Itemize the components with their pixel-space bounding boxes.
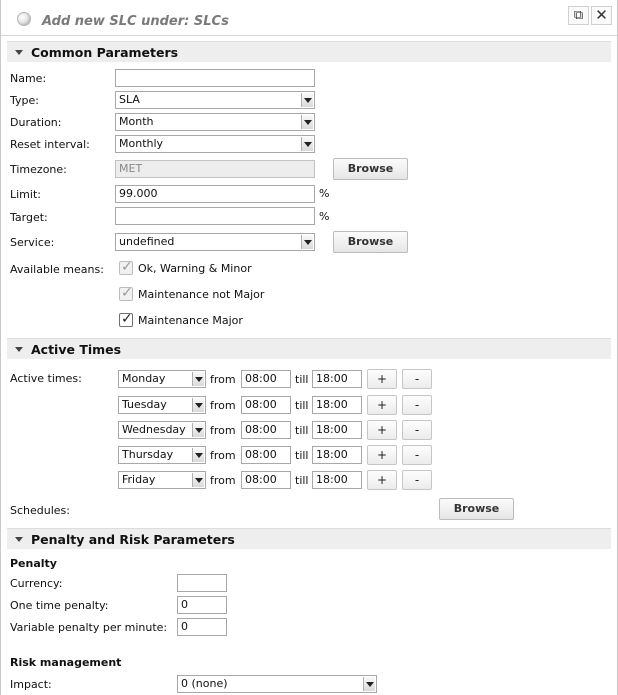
active-day-select[interactable]: [118, 421, 206, 439]
popout-icon[interactable]: ⧉: [568, 6, 589, 25]
collapse-arrow-icon: [15, 537, 23, 542]
limit-percent: %: [319, 187, 330, 200]
type-label: Type:: [10, 94, 39, 107]
from-label: from: [210, 449, 236, 462]
available-means-label: Available means:: [10, 263, 104, 276]
section-title: Penalty and Risk Parameters: [31, 532, 235, 547]
chevron-down-icon: [192, 372, 204, 386]
section-active-times[interactable]: [7, 338, 611, 359]
reset-interval-select-value: Monthly: [119, 137, 164, 150]
from-label: from: [210, 474, 236, 487]
section-title: Common Parameters: [31, 45, 179, 60]
close-icon[interactable]: ✕: [591, 6, 612, 25]
means-checkbox-ok-warning-minor: [119, 261, 133, 275]
from-label: from: [210, 373, 236, 386]
means-label-ok-warning-minor: Ok, Warning & Minor: [138, 262, 252, 275]
means-label-maintenance-not-major: Maintenance not Major: [138, 288, 265, 301]
timezone-input: MET: [115, 160, 315, 178]
impact-label: Impact:: [10, 678, 52, 691]
active-times-label: Active times:: [10, 372, 82, 385]
penalty-heading: Penalty: [10, 557, 57, 570]
section-penalty-risk[interactable]: [7, 528, 611, 549]
target-label: Target:: [10, 211, 48, 224]
till-label: till: [295, 399, 309, 412]
means-checkbox-maintenance-major[interactable]: [119, 313, 133, 327]
variable-penalty-input[interactable]: 0: [177, 618, 227, 636]
active-day-select[interactable]: [118, 471, 206, 489]
schedules-browse-button[interactable]: Browse: [439, 498, 514, 520]
active-from-input[interactable]: 08:00: [241, 370, 291, 388]
risk-management-heading: Risk management: [10, 656, 122, 669]
currency-label: Currency:: [10, 577, 63, 590]
check-icon: ✓: [121, 285, 133, 301]
type-select-value: SLA: [119, 93, 140, 106]
window-title: Add new SLC under: SLCs: [42, 14, 229, 29]
remove-row-button[interactable]: -: [402, 369, 432, 389]
one-time-penalty-label: One time penalty:: [10, 599, 109, 612]
active-day-value: Wednesday: [122, 423, 186, 436]
name-input[interactable]: [115, 69, 315, 87]
variable-penalty-label: Variable penalty per minute:: [10, 621, 168, 634]
add-row-button[interactable]: +: [367, 395, 397, 415]
active-till-input[interactable]: 18:00: [312, 396, 362, 414]
target-input[interactable]: [115, 207, 315, 225]
service-select[interactable]: [115, 233, 315, 251]
schedules-label: Schedules:: [10, 504, 70, 517]
impact-select-value: 0 (none): [181, 677, 228, 690]
active-day-select[interactable]: [118, 446, 206, 464]
target-percent: %: [319, 210, 330, 223]
duration-select[interactable]: [115, 113, 315, 131]
add-row-button[interactable]: +: [367, 470, 397, 490]
active-from-input[interactable]: 08:00: [241, 396, 291, 414]
window-status-icon: [17, 12, 31, 26]
active-day-value: Friday: [122, 473, 156, 486]
currency-input[interactable]: [177, 574, 227, 592]
section-common-parameters[interactable]: [7, 41, 611, 62]
check-icon: ✓: [121, 259, 133, 275]
from-label: from: [210, 399, 236, 412]
from-label: from: [210, 424, 236, 437]
active-from-input[interactable]: 08:00: [241, 446, 291, 464]
service-select-value: undefined: [119, 235, 175, 248]
service-label: Service:: [10, 236, 55, 249]
till-label: till: [295, 449, 309, 462]
active-day-value: Tuesday: [122, 398, 167, 411]
active-day-select[interactable]: [118, 370, 206, 388]
duration-select-value: Month: [119, 115, 154, 128]
name-label: Name:: [10, 72, 47, 85]
active-day-value: Thursday: [122, 448, 174, 461]
till-label: till: [295, 474, 309, 487]
type-select[interactable]: [115, 91, 315, 109]
chevron-down-icon: [192, 448, 204, 462]
active-till-input[interactable]: 18:00: [312, 370, 362, 388]
section-title: Active Times: [31, 342, 122, 357]
one-time-penalty-input[interactable]: 0: [177, 596, 227, 614]
chevron-down-icon: [363, 677, 375, 691]
active-day-value: Monday: [122, 372, 166, 385]
chevron-down-icon: [301, 137, 313, 151]
active-day-select[interactable]: [118, 396, 206, 414]
active-till-input[interactable]: 18:00: [312, 421, 362, 439]
collapse-arrow-icon: [15, 347, 23, 352]
reset-interval-label: Reset interval:: [10, 138, 90, 151]
remove-row-button[interactable]: -: [402, 445, 432, 465]
till-label: till: [295, 373, 309, 386]
reset-interval-select[interactable]: [115, 135, 315, 153]
active-from-input[interactable]: 08:00: [241, 471, 291, 489]
active-till-input[interactable]: 18:00: [312, 471, 362, 489]
chevron-down-icon: [301, 115, 313, 129]
chevron-down-icon: [192, 398, 204, 412]
check-icon: ✓: [121, 311, 133, 327]
means-checkbox-maintenance-not-major: [119, 287, 133, 301]
add-row-button[interactable]: +: [367, 420, 397, 440]
limit-input[interactable]: 99.000: [115, 185, 315, 203]
chevron-down-icon: [192, 473, 204, 487]
add-row-button[interactable]: +: [367, 369, 397, 389]
collapse-arrow-icon: [15, 50, 23, 55]
timezone-label: Timezone:: [10, 163, 67, 176]
remove-row-button[interactable]: -: [402, 420, 432, 440]
service-browse-button[interactable]: Browse: [333, 231, 408, 253]
timezone-browse-button[interactable]: Browse: [333, 158, 408, 180]
means-label-maintenance-major: Maintenance Major: [138, 314, 243, 327]
chevron-down-icon: [301, 235, 313, 249]
active-from-input[interactable]: 08:00: [241, 421, 291, 439]
remove-row-button[interactable]: -: [402, 395, 432, 415]
impact-select[interactable]: [177, 675, 377, 693]
remove-row-button[interactable]: -: [402, 470, 432, 490]
active-till-input[interactable]: 18:00: [312, 446, 362, 464]
till-label: till: [295, 424, 309, 437]
chevron-down-icon: [192, 423, 204, 437]
title-bar: [1, 0, 617, 36]
duration-label: Duration:: [10, 116, 62, 129]
limit-label: Limit:: [10, 188, 41, 201]
add-row-button[interactable]: +: [367, 445, 397, 465]
chevron-down-icon: [301, 93, 313, 107]
